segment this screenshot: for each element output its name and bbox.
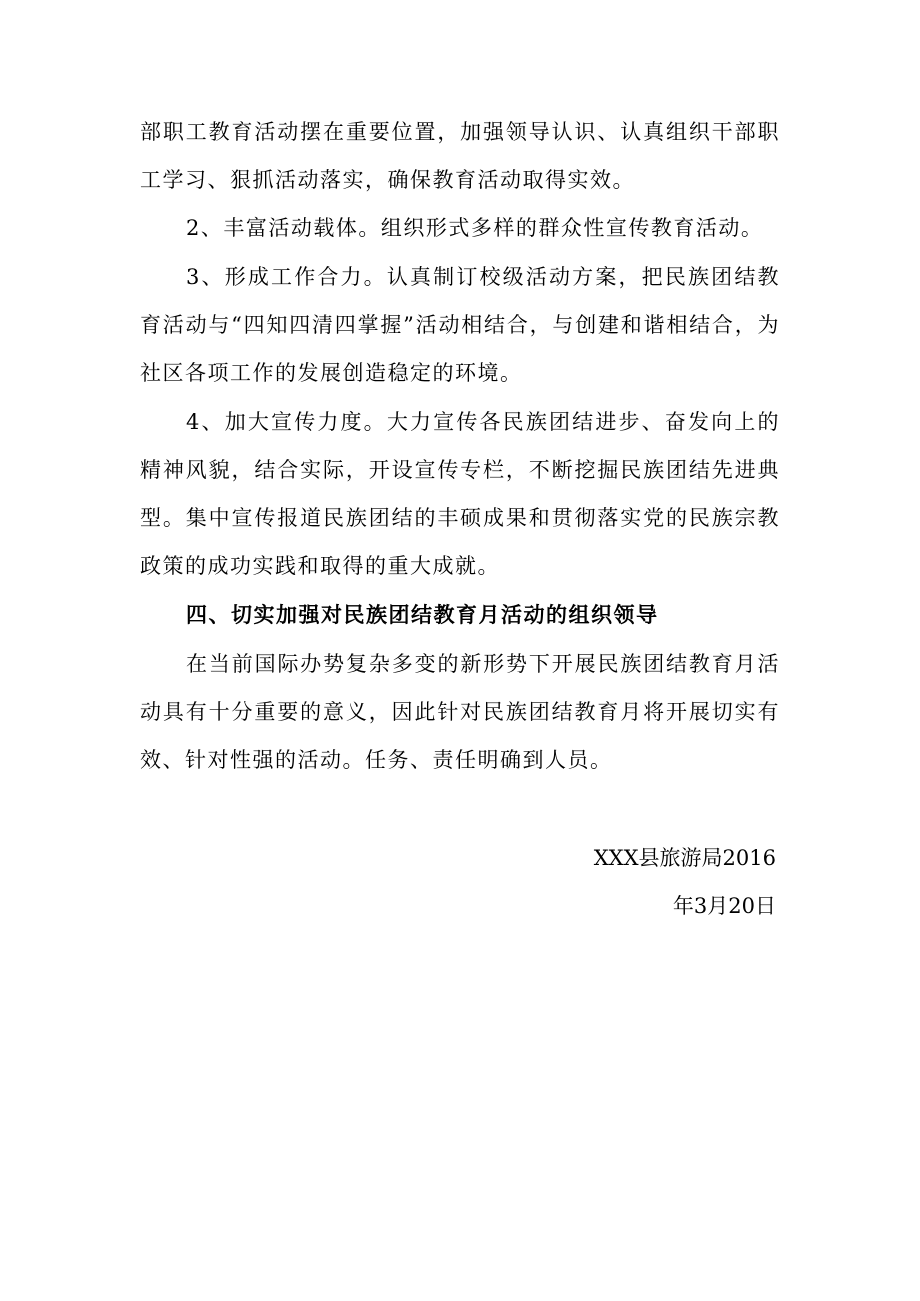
paragraph-section-4: 在当前国际办势复杂多变的新形势下开展民族团结教育月活动具有十分重要的意义，因此针对民族团结教育月将开展切实有效、针对性强的活动。任务、责任明确到人员。 <box>140 652 780 772</box>
paragraph-item-4: 4、加大宣传力度。大力宣传各民族团结进步、奋发向上的精神风貌，结合实际，开设宣传专栏，不断挖掘民族团结先进典型。集中宣传报道民族团结的丰硕成果和贯彻落实党的民族宗教政策的成功实践和取得的重大成就。 <box>140 410 780 578</box>
paragraph-item-2: 2、丰富活动载体。组织形式多样的群众性宣传教育活动。 <box>186 216 764 240</box>
section-heading-4: 四、切实加强对民族团结教育月活动的组织领导 <box>186 602 659 627</box>
signature-date: 年3月20日 <box>672 894 776 918</box>
paragraph-continuation: 部职工教育活动摆在重要位置，加强领导认识、认真组织干部职工学习、狠抓活动落实，确保教育活动取得实效。 <box>140 120 780 192</box>
paragraph-item-3: 3、形成工作合力。认真制订校级活动方案，把民族团结教育活动与“四知四清四掌握”活动相结合，与创建和谐相结合，为社区各项工作的发展创造稳定的环境。 <box>140 265 780 385</box>
signature-organization: XXX县旅游局2016 <box>593 846 776 870</box>
